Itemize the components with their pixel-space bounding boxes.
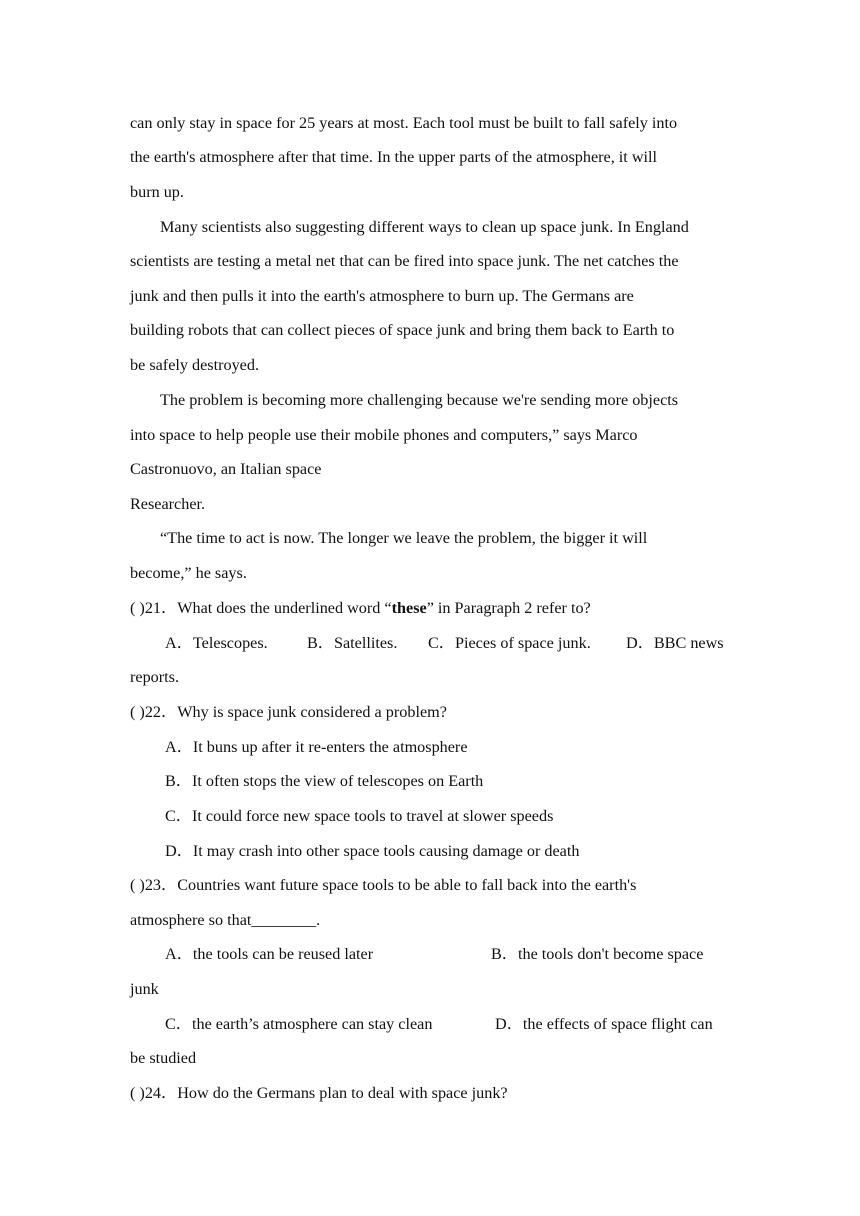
question-21-keyword: these (391, 599, 427, 617)
passage-p2-line1: Many scientists also suggesting different ways to clean up space junk. In England (160, 218, 689, 236)
passage-p1-line3: burn up. (130, 183, 184, 201)
question-23-option-a: A．the tools can be reused later (165, 945, 374, 963)
passage-p2-line5: be safely destroyed. (130, 356, 260, 374)
question-21-option-d: D．BBC news (626, 634, 724, 652)
question-22-option-b: B．It often stops the view of telescopes on Earth (165, 772, 484, 790)
passage-p3-line1: The problem is becoming more challenging because we're sending more objects (160, 391, 679, 409)
passage-p4-line2: become,” he says. (130, 564, 247, 582)
question-23-option-d: D．the effects of space flight can (495, 1015, 713, 1033)
question-23-option-c: C．the earth’s atmosphere can stay clean (165, 1015, 433, 1033)
question-22-option-a: A．It buns up after it re-enters the atmosphere (165, 738, 468, 756)
question-21-option-d-wrap: reports. (130, 668, 179, 686)
question-21-option-c: C．Pieces of space junk. (428, 634, 591, 652)
passage-p2-line3: junk and then pulls it into the earth's atmosphere to burn up. The Germans are (130, 287, 634, 305)
passage-p1-line2: the earth's atmosphere after that time. In the upper parts of the atmosphere, it will (130, 148, 658, 166)
passage-p3-line3: Castronuovo, an Italian space (130, 460, 322, 478)
question-21-stem (130, 598, 591, 618)
question-23-stem-line1: ( )23．Countries want future space tools to be able to fall back into the earth's (130, 876, 637, 894)
question-21-stem-prefix: ( )21．What does the underlined word “ (130, 599, 392, 617)
passage-p2-line2: scientists are testing a metal net that can be fired into space junk. The net catches the (130, 252, 679, 270)
passage-p2-line4: building robots that can collect pieces of space junk and bring them back to Earth to (130, 321, 675, 339)
passage-p4-line1: “The time to act is now. The longer we leave the problem, the bigger it will (160, 529, 648, 547)
question-21-stem-suffix: ” in Paragraph 2 refer to? (426, 599, 591, 617)
question-23-stem-line2: atmosphere so that________. (130, 911, 321, 929)
question-22-option-c: C．It could force new space tools to travel at slower speeds (165, 807, 554, 825)
question-23-option-b: B．the tools don't become space (491, 945, 704, 963)
question-23-option-d-wrap: be studied (130, 1049, 197, 1067)
question-21-option-b: B．Satellites. (307, 634, 398, 652)
question-23-option-b-wrap: junk (130, 980, 159, 998)
passage-p3-line2: into space to help people use their mobile phones and computers,” says Marco (130, 426, 638, 444)
question-24-stem: ( )24．How do the Germans plan to deal with space junk? (130, 1084, 508, 1102)
question-21-option-a: A．Telescopes. (165, 634, 268, 652)
passage-p1-line1: can only stay in space for 25 years at most. Each tool must be built to fall safely into (130, 114, 678, 132)
question-22-stem: ( )22．Why is space junk considered a problem? (130, 703, 447, 721)
passage-p3-line4: Researcher. (130, 495, 206, 513)
question-22-option-d: D．It may crash into other space tools causing damage or death (165, 842, 580, 860)
